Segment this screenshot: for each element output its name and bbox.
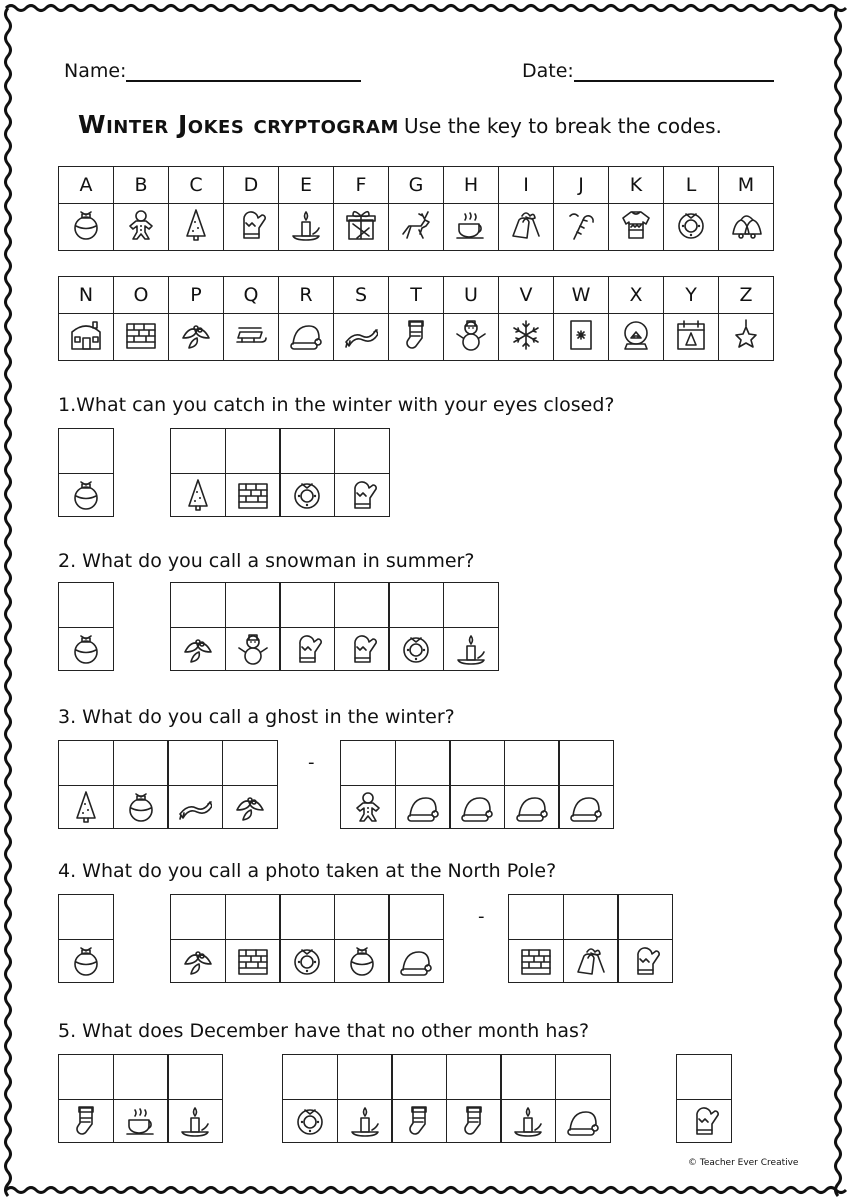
answer-cell [282, 1054, 338, 1143]
answer-word-5-2 [282, 1054, 611, 1143]
code-symbol [559, 786, 613, 828]
answer-cell [279, 428, 335, 517]
fireplace-icon [519, 944, 553, 978]
question-1: 1.What can you catch in the winter with your eyes closed? [58, 394, 615, 416]
bells-icon [509, 208, 543, 242]
wreath-icon [399, 632, 433, 666]
hot-cocoa-icon [454, 208, 488, 242]
answer-word-5-1 [58, 1054, 223, 1143]
answer-word-4-3 [508, 894, 673, 983]
code-symbol [396, 786, 450, 828]
answer-blank[interactable] [447, 1055, 501, 1100]
bells-icon [574, 944, 608, 978]
mitten-icon [687, 1104, 721, 1138]
candy-cane-icon [564, 208, 598, 242]
key-icon-p [169, 314, 224, 361]
answer-word-4-1 [58, 894, 114, 983]
fireplace-icon [124, 318, 158, 352]
answer-cell [222, 740, 278, 829]
key-letter-h: H [444, 167, 499, 204]
sled-icon [234, 318, 268, 352]
answer-cell [279, 894, 335, 983]
tree-icon [69, 790, 103, 824]
title-row [78, 110, 722, 139]
word-separator-dash: - [478, 906, 485, 927]
key-letter-k: K [609, 167, 664, 204]
key-icon-d [224, 204, 279, 251]
answer-blank[interactable] [226, 583, 280, 628]
answer-cell [167, 1054, 223, 1143]
code-symbol [280, 474, 334, 516]
wreath-icon [293, 1104, 327, 1138]
answer-cell [563, 894, 619, 983]
code-symbol [59, 474, 113, 516]
key-letter-e: E [279, 167, 334, 204]
mitten-icon [234, 208, 268, 242]
key-letter-x: X [609, 277, 664, 314]
code-symbol [341, 786, 395, 828]
key-letter-p: P [169, 277, 224, 314]
key-letter-i: I [499, 167, 554, 204]
calendar-icon [674, 318, 708, 352]
code-symbol [335, 940, 389, 982]
stocking-icon [402, 1104, 436, 1138]
key-letter-y: Y [664, 277, 719, 314]
name-label: Name: [64, 60, 127, 82]
code-symbol [505, 786, 559, 828]
code-symbol [335, 474, 389, 516]
question-5: 5. What does December have that no other month has? [58, 1020, 590, 1042]
code-symbol [280, 940, 334, 982]
scarf-icon [178, 790, 212, 824]
answer-blank[interactable] [335, 429, 389, 474]
santa-hat-icon [566, 1104, 600, 1138]
mitten-icon [628, 944, 662, 978]
key-letter-r: R [279, 277, 334, 314]
holly-icon [181, 632, 215, 666]
holly-icon [181, 944, 215, 978]
key-icon-f [334, 204, 389, 251]
answer-cell [500, 1054, 556, 1143]
code-symbol [114, 786, 168, 828]
answer-blank[interactable] [283, 1055, 337, 1100]
answer-blank[interactable] [509, 895, 563, 940]
gingerbread-icon [124, 208, 158, 242]
page-title: Winter Jokes cryptogram [78, 110, 399, 139]
sweater-icon [619, 208, 653, 242]
answer-word-1-1 [58, 428, 114, 517]
answer-cell [334, 894, 390, 983]
key-icon-s [334, 314, 389, 361]
house-icon [69, 318, 103, 352]
code-symbol [226, 940, 280, 982]
snowman-icon [236, 632, 270, 666]
code-symbol [226, 628, 280, 670]
key-letter-a: A [59, 167, 114, 204]
answer-cell [170, 428, 226, 517]
answer-cell [170, 894, 226, 983]
answer-cell [337, 1054, 393, 1143]
mitten-icon [345, 632, 379, 666]
answer-cell [449, 740, 505, 829]
code-symbol [59, 628, 113, 670]
code-symbol [447, 1100, 501, 1142]
key-icon-t [389, 314, 444, 361]
answer-word-5-3 [676, 1054, 732, 1143]
answer-blank[interactable] [114, 1055, 168, 1100]
answer-cell [617, 894, 673, 983]
answer-cell [113, 1054, 169, 1143]
answer-cell [334, 428, 390, 517]
key-letter-t: T [389, 277, 444, 314]
answer-blank[interactable] [505, 741, 559, 786]
key-table-n-z [58, 276, 774, 361]
mitten-icon [290, 632, 324, 666]
answer-blank[interactable] [171, 429, 225, 474]
answer-cell [388, 582, 444, 671]
key-icon-e [279, 204, 334, 251]
key-letter-u: U [444, 277, 499, 314]
key-letter-c: C [169, 167, 224, 204]
candle-icon [289, 208, 323, 242]
code-symbol [171, 940, 225, 982]
fireplace-icon [236, 944, 270, 978]
key-letter-n: N [59, 277, 114, 314]
holly-icon [233, 790, 267, 824]
answer-blank[interactable] [556, 1055, 610, 1100]
snow-globe-icon [619, 318, 653, 352]
key-icon-b [114, 204, 169, 251]
code-symbol [59, 786, 113, 828]
answer-blank[interactable] [171, 583, 225, 628]
code-symbol [168, 1100, 222, 1142]
code-symbol [114, 1100, 168, 1142]
key-icon-h [444, 204, 499, 251]
answer-cell [395, 740, 451, 829]
answer-blank[interactable] [223, 741, 277, 786]
key-icon-k [609, 204, 664, 251]
key-letter-d: D [224, 167, 279, 204]
date-field[interactable] [522, 60, 774, 82]
tree-icon [179, 208, 213, 242]
answer-blank[interactable] [280, 583, 334, 628]
answer-cell [58, 428, 114, 517]
ornament-icon [69, 478, 103, 512]
answer-word-1-2 [170, 428, 390, 517]
answer-blank[interactable] [389, 895, 443, 940]
key-icon-l [664, 204, 719, 251]
code-symbol [618, 940, 672, 982]
answer-blank[interactable] [114, 741, 168, 786]
answer-blank[interactable] [677, 1055, 731, 1100]
key-icon-j [554, 204, 609, 251]
key-icon-a [59, 204, 114, 251]
code-symbol [335, 628, 389, 670]
key-icon-q [224, 314, 279, 361]
ornament-icon [124, 790, 158, 824]
answer-cell [391, 1054, 447, 1143]
answer-cell [225, 582, 281, 671]
code-symbol [59, 1100, 113, 1142]
key-letter-s: S [334, 277, 389, 314]
answer-blank[interactable] [335, 895, 389, 940]
code-symbol [283, 1100, 337, 1142]
answer-cell [340, 740, 396, 829]
answer-cell [388, 894, 444, 983]
santa-hat-icon [460, 790, 494, 824]
instructions: Use the key to break the codes. [403, 114, 722, 138]
code-symbol [556, 1100, 610, 1142]
answer-blank[interactable] [280, 429, 334, 474]
candle-icon [511, 1104, 545, 1138]
name-field[interactable] [64, 60, 361, 82]
ornament-icon [69, 632, 103, 666]
tree-icon [181, 478, 215, 512]
key-letter-o: O [114, 277, 169, 314]
gift-icon [344, 208, 378, 242]
answer-word-2-1 [58, 582, 114, 671]
key-icon-u [444, 314, 499, 361]
answer-blank[interactable] [59, 429, 113, 474]
code-symbol [501, 1100, 555, 1142]
card-icon [564, 318, 598, 352]
code-symbol [389, 628, 443, 670]
hot-cocoa-icon [124, 1104, 158, 1138]
stocking-icon [69, 1104, 103, 1138]
credit: © Teacher Ever Creative [688, 1158, 799, 1168]
answer-word-4-2 [170, 894, 444, 983]
reindeer-icon [399, 208, 433, 242]
answer-blank[interactable] [501, 1055, 555, 1100]
stocking-icon [399, 318, 433, 352]
code-symbol [226, 474, 280, 516]
answer-cell [58, 582, 114, 671]
answer-blank[interactable] [338, 1055, 392, 1100]
answer-blank[interactable] [171, 895, 225, 940]
key-icon-n [59, 314, 114, 361]
answer-cell [508, 894, 564, 983]
key-icon-g [389, 204, 444, 251]
star-icon [729, 318, 763, 352]
answer-blank[interactable] [59, 741, 113, 786]
code-symbol [677, 1100, 731, 1142]
ornament-icon [69, 208, 103, 242]
key-icon-c [169, 204, 224, 251]
answer-blank[interactable] [618, 895, 672, 940]
key-letter-v: V [499, 277, 554, 314]
answer-blank[interactable] [564, 895, 618, 940]
wreath-icon [290, 478, 324, 512]
code-symbol [223, 786, 277, 828]
code-symbol [280, 628, 334, 670]
code-symbol [59, 940, 113, 982]
code-symbol [450, 786, 504, 828]
jingle-bell-icon [729, 208, 763, 242]
key-letter-z: Z [719, 277, 774, 314]
santa-hat-icon [569, 790, 603, 824]
ornament-icon [69, 944, 103, 978]
answer-blank[interactable] [450, 741, 504, 786]
answer-cell [558, 740, 614, 829]
code-symbol [338, 1100, 392, 1142]
key-icon-w [554, 314, 609, 361]
candle-icon [348, 1104, 382, 1138]
word-separator-dash: - [308, 752, 315, 773]
santa-hat-icon [406, 790, 440, 824]
code-symbol [392, 1100, 446, 1142]
answer-word-3-2 [340, 740, 614, 829]
answer-blank[interactable] [168, 741, 222, 786]
answer-blank[interactable] [559, 741, 613, 786]
code-symbol [168, 786, 222, 828]
answer-blank[interactable] [341, 741, 395, 786]
key-icon-y [664, 314, 719, 361]
code-symbol [171, 628, 225, 670]
key-icon-r [279, 314, 334, 361]
key-icon-z [719, 314, 774, 361]
answer-blank[interactable] [168, 1055, 222, 1100]
stocking-icon [457, 1104, 491, 1138]
answer-cell [334, 582, 390, 671]
answer-blank[interactable] [59, 583, 113, 628]
gingerbread-icon [351, 790, 385, 824]
key-icon-o [114, 314, 169, 361]
code-symbol [509, 940, 563, 982]
key-letter-g: G [389, 167, 444, 204]
answer-blank[interactable] [226, 895, 280, 940]
answer-cell [279, 582, 335, 671]
question-4: 4. What do you call a photo taken at the North Pole? [58, 860, 557, 882]
ornament-icon [345, 944, 379, 978]
key-letter-m: M [719, 167, 774, 204]
answer-cell [446, 1054, 502, 1143]
answer-cell [58, 1054, 114, 1143]
wreath-icon [674, 208, 708, 242]
candle-icon [178, 1104, 212, 1138]
key-icon-i [499, 204, 554, 251]
key-letter-l: L [664, 167, 719, 204]
key-letter-q: Q [224, 277, 279, 314]
answer-blank[interactable] [226, 429, 280, 474]
answer-cell [58, 740, 114, 829]
answer-cell [170, 582, 226, 671]
answer-cell [676, 1054, 732, 1143]
code-symbol [389, 940, 443, 982]
santa-hat-icon [289, 318, 323, 352]
key-icon-v [499, 314, 554, 361]
key-table-a-m [58, 166, 774, 251]
answer-cell [58, 894, 114, 983]
name-line[interactable] [126, 60, 361, 82]
snowflake-icon [509, 318, 543, 352]
wreath-icon [290, 944, 324, 978]
answer-blank[interactable] [59, 1055, 113, 1100]
key-icon-m [719, 204, 774, 251]
date-label: Date: [522, 60, 574, 82]
answer-cell [225, 894, 281, 983]
answer-word-3-1 [58, 740, 278, 829]
answer-cell [443, 582, 499, 671]
code-symbol [564, 940, 618, 982]
code-symbol [171, 474, 225, 516]
snowman-icon [454, 318, 488, 352]
santa-hat-icon [399, 944, 433, 978]
answer-blank[interactable] [280, 895, 334, 940]
key-letter-j: J [554, 167, 609, 204]
key-letter-b: B [114, 167, 169, 204]
answer-blank[interactable] [335, 583, 389, 628]
answer-cell [113, 740, 169, 829]
code-symbol [444, 628, 498, 670]
answer-cell [225, 428, 281, 517]
fireplace-icon [236, 478, 270, 512]
answer-blank[interactable] [389, 583, 443, 628]
candle-icon [454, 632, 488, 666]
santa-hat-icon [515, 790, 549, 824]
scarf-icon [344, 318, 378, 352]
question-3: 3. What do you call a ghost in the winter? [58, 706, 455, 728]
answer-cell [504, 740, 560, 829]
answer-blank[interactable] [396, 741, 450, 786]
key-letter-w: W [554, 277, 609, 314]
date-line[interactable] [574, 60, 774, 82]
question-2: 2. What do you call a snowman in summer? [58, 550, 475, 572]
key-letter-f: F [334, 167, 389, 204]
answer-word-2-2 [170, 582, 499, 671]
key-icon-x [609, 314, 664, 361]
answer-cell [555, 1054, 611, 1143]
holly-icon [179, 318, 213, 352]
answer-blank[interactable] [444, 583, 498, 628]
answer-cell [167, 740, 223, 829]
answer-blank[interactable] [59, 895, 113, 940]
answer-blank[interactable] [392, 1055, 446, 1100]
mitten-icon [345, 478, 379, 512]
